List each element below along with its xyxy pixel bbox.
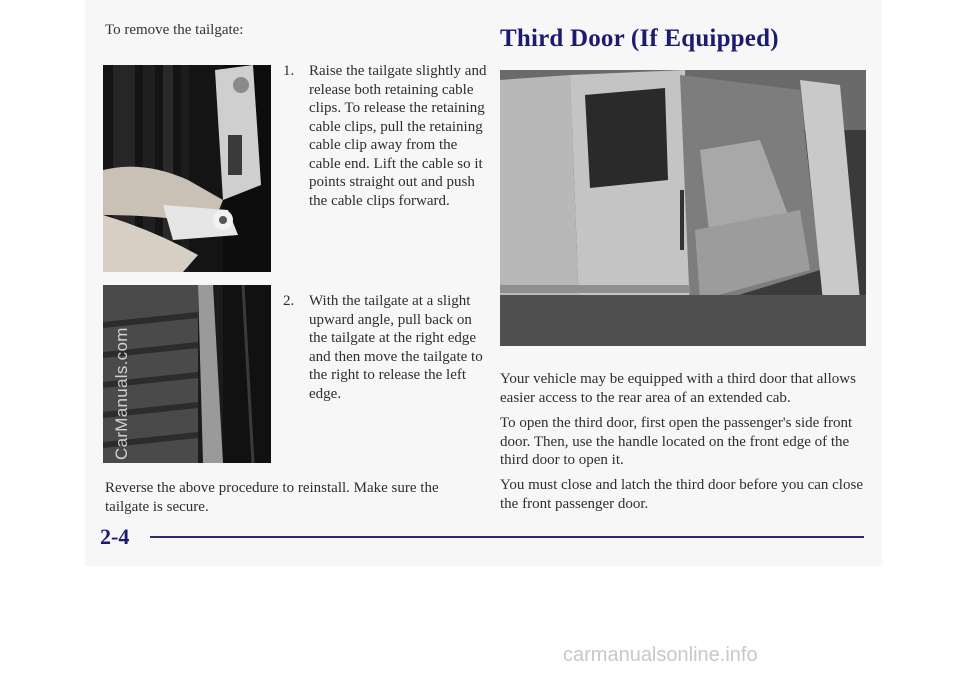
third-door-open-instructions: To open the third door, first open the passenger's side front door. Then, use the handle located on the front edge of the third door to open it.	[500, 415, 853, 468]
third-door-close-instructions: You must close and latch the third door before you can close the front passenger door.	[500, 477, 863, 512]
footer-rule	[150, 536, 864, 538]
tailgate-removal-intro: To remove the tailgate:	[105, 22, 244, 38]
page-number: 2-4	[100, 524, 130, 549]
reinstall-note: Reverse the above procedure to reinstall. Make sure the tailgate is secure.	[105, 480, 439, 515]
side-watermark: CarManuals.com	[112, 327, 131, 460]
bottom-watermark: carmanualsonline.info	[563, 644, 758, 666]
step-2-text: With the tailgate at a slight upward angle, pull back on the tailgate at the right edge and then move the tailgate to the right to release the left edge.	[309, 293, 483, 402]
step-2-number: 2.	[283, 293, 295, 309]
step-1-text: Raise the tailgate slightly and release both retaining cable clips. To release the retaining cable clips, pull the retaining cable clip away from the cable end. Lift the cable so it points straight out and push the cable clips forward.	[309, 63, 487, 209]
third-door-intro: Your vehicle may be equipped with a third door that allows easier access to the rear area of an extended cab.	[500, 371, 856, 406]
section-title: Third Door (If Equipped)	[500, 25, 779, 52]
third-door-photo	[500, 70, 866, 346]
tailgate-cable-clip-photo	[103, 65, 271, 272]
step-1-number: 1.	[283, 63, 295, 79]
